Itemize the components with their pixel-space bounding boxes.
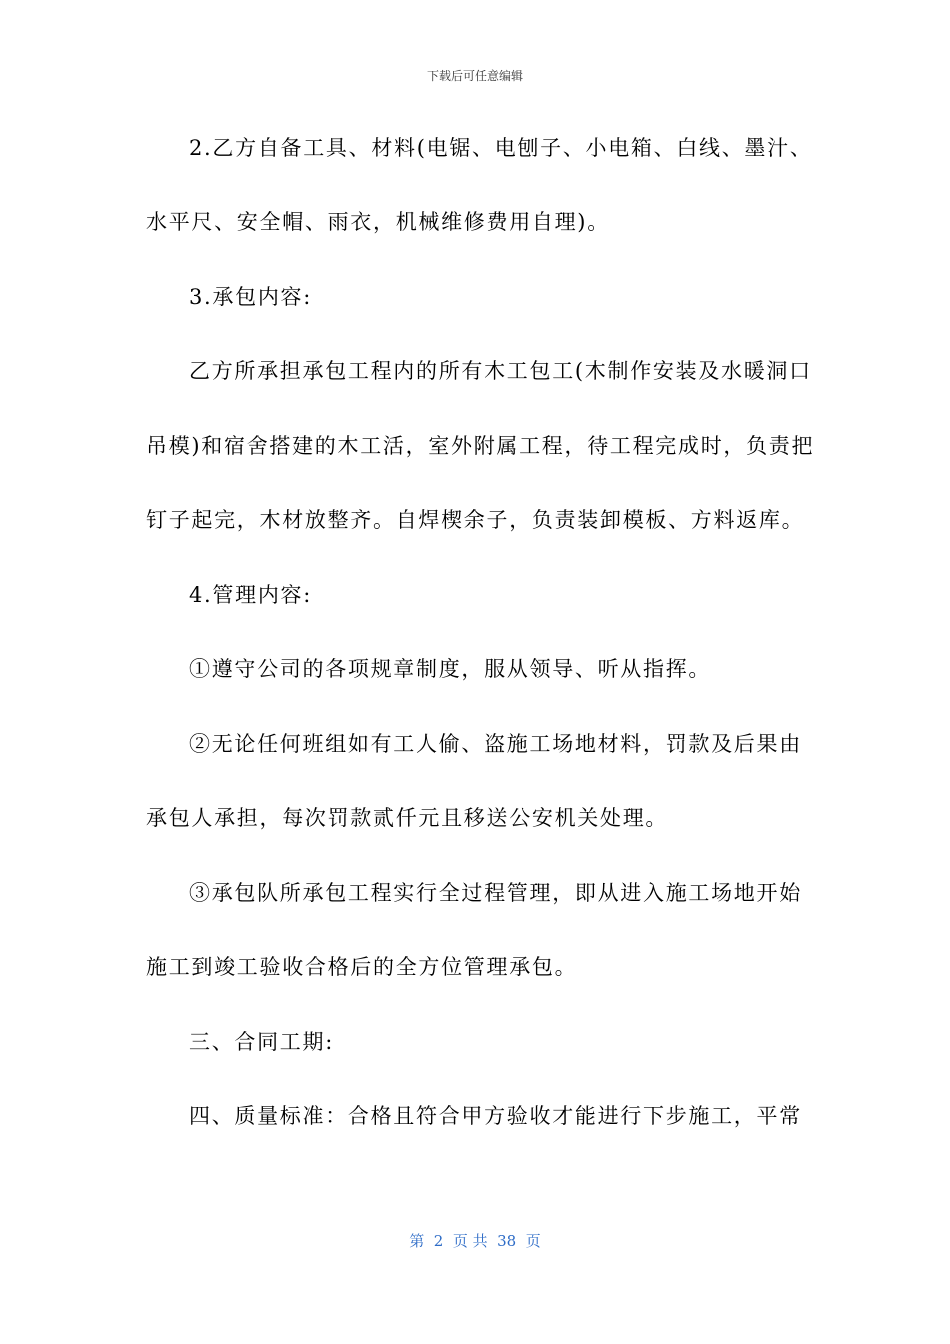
paragraph-line-3: 3.承包内容: (189, 285, 313, 309)
paragraph-line-6: 钉子起完，木材放整齐。自焊楔余子，负责装卸模板、方料返库。 (146, 508, 805, 532)
paragraph-line-9: ②无论任何班组如有工人偷、盗施工场地材料，罚款及后果由 (189, 732, 802, 756)
page-number-footer: 第 2 页 共 38 页 (409, 1232, 541, 1250)
paragraph-line-8: ①遵守公司的各项规章制度，服从领导、听从指挥。 (189, 657, 712, 681)
paragraph-line-2: 水平尺、安全帽、雨衣，机械维修费用自理)。 (146, 210, 610, 234)
paragraph-line-14: 四、质量标准：合格且符合甲方验收才能进行下步施工，平常 (189, 1104, 802, 1128)
paragraph-line-7: 4.管理内容: (189, 583, 313, 607)
paragraph-line-13: 三、合同工期: (189, 1030, 334, 1054)
paragraph-line-4: 乙方所承担承包工程内的所有木工包工(木制作安装及水暖洞口 (189, 359, 812, 383)
paragraph-line-5: 吊模)和宿舍搭建的木工活，室外附属工程，待工程完成时，负责把 (146, 434, 815, 458)
paragraph-line-11: ③承包队所承包工程实行全过程管理，即从进入施工场地开始 (189, 881, 802, 905)
paragraph-line-1: 2.乙方自备工具、材料(电锯、电刨子、小电箱、白线、墨汁、 (189, 136, 813, 160)
paragraph-line-12: 施工到竣工验收合格后的全方位管理承包。 (146, 955, 578, 979)
paragraph-line-10: 承包人承担，每次罚款贰仟元且移送公安机关处理。 (146, 806, 669, 830)
page-header-note: 下载后可任意编辑 (426, 69, 523, 83)
